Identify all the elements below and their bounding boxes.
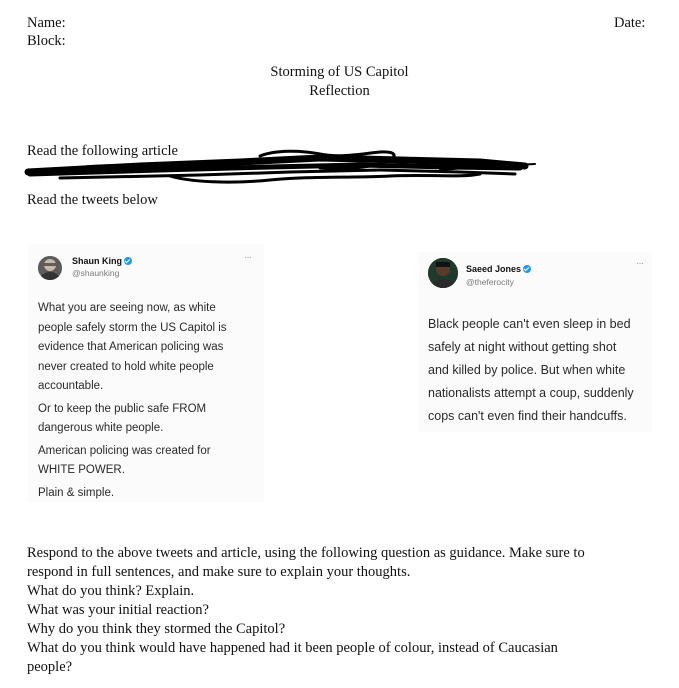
tweet-card-saeed-jones: [418, 252, 652, 432]
tweet-line: never created to hold white people: [38, 360, 214, 373]
tweet-line: people safely storm the US Capitol is: [38, 321, 227, 334]
tweet-line: What you are seeing now, as white: [38, 302, 216, 314]
name-label: Name:: [27, 15, 66, 31]
question-2: What was your initial reaction?: [27, 602, 209, 618]
tweet-line: nationalists attempt a coup, suddenly: [428, 386, 634, 400]
question-1: What do you think? Explain.: [27, 583, 195, 599]
redaction-scribble: [20, 148, 540, 186]
page-title: Storming of US Capitol: [270, 64, 409, 80]
read-tweets-instruction: Read the tweets below: [27, 192, 158, 208]
response-instructions-line1: Respond to the above tweets and article, using the following question as guidance. Make sure to: [27, 545, 585, 561]
profile-photo-icon: [38, 256, 62, 280]
tweet-author-name-text: Saeed Jones: [466, 264, 522, 274]
more-options-icon[interactable]: ···: [244, 252, 251, 263]
tweet-author-name-text: Shaun King: [72, 256, 122, 266]
tweet-line: Black people can't even sleep in bed: [428, 317, 631, 331]
date-label: Date:: [614, 15, 646, 31]
response-instructions-line2: respond in full sentences, and make sure to explain your thoughts.: [27, 564, 411, 580]
tweet-line: safely at night without getting shot: [428, 340, 617, 354]
avatar: [428, 258, 458, 288]
avatar: [38, 256, 62, 280]
tweet-line: WHITE POWER.: [38, 464, 125, 476]
tweet-author-name: [72, 256, 132, 266]
tweet-line: Or to keep the public safe FROM: [38, 402, 207, 415]
question-4-line2: people?: [27, 659, 73, 675]
tweet-body: [428, 313, 634, 428]
more-options-icon[interactable]: ···: [636, 258, 643, 269]
question-4-line1: What do you think would have happened had it been people of colour, instead of Caucasian: [27, 640, 558, 656]
verified-badge-icon: [124, 257, 132, 265]
tweet-author-name: [466, 264, 531, 274]
question-3: Why do you think they stormed the Capitol?: [27, 621, 286, 637]
page-subtitle: Reflection: [309, 83, 370, 99]
profile-photo-icon: [428, 258, 458, 288]
tweet-line: cops can't even find their handcuffs.: [428, 409, 627, 423]
tweet-line: evidence that American policing was: [38, 341, 224, 353]
read-article-instruction: Read the following article: [27, 143, 178, 159]
tweet-body: [38, 299, 227, 503]
tweet-line: American policing was created for: [38, 444, 211, 457]
tweet-author-handle: @shaunking: [72, 268, 120, 278]
tweet-card-shaun-king: [28, 244, 264, 502]
verified-badge-icon: [523, 265, 531, 273]
block-label: Block:: [27, 33, 66, 49]
tweet-line: Plain & simple.: [38, 486, 115, 499]
tweet-line: accountable.: [38, 380, 104, 392]
tweet-line: and killed by police. But when white: [428, 363, 626, 377]
tweet-author-handle: @theferocity: [466, 277, 514, 287]
tweet-line: dangerous white people.: [38, 422, 164, 434]
